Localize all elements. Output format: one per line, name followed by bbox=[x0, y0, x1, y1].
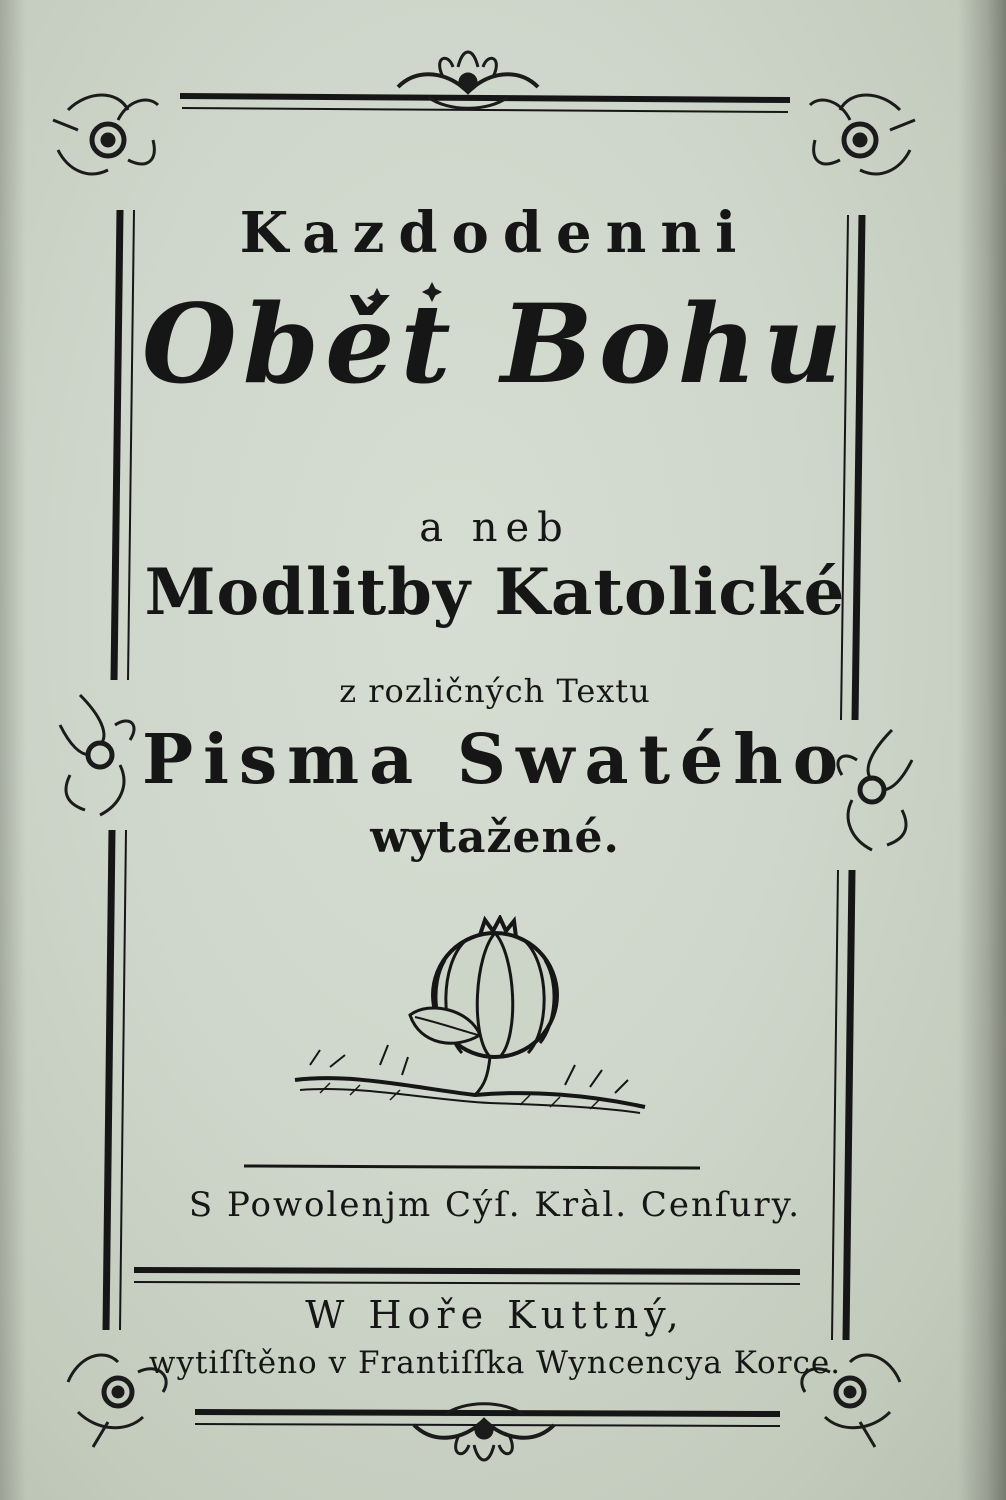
title-subtitle: Modlitby Katolické bbox=[144, 555, 846, 630]
title-scripture: Pisma Swatého bbox=[141, 720, 849, 800]
imprint-printer: wytiſſtěno v Frantiſſka Wyncencya Korce. bbox=[148, 1345, 842, 1381]
title-line-7: wytažené. bbox=[370, 812, 620, 863]
title-line-3: a neb bbox=[419, 505, 571, 551]
title-line-5: z rozličných Textu bbox=[339, 672, 651, 710]
title-line-1: Kazdodenni bbox=[239, 200, 751, 266]
title-main: Obět Bohu bbox=[141, 280, 849, 408]
censorship-note: S Powolenjm Cýſ. Kràl. Cenſury. bbox=[188, 1185, 802, 1225]
pomegranate-woodcut-icon bbox=[290, 915, 650, 1125]
imprint-place: W Hoře Kuttný, bbox=[305, 1293, 685, 1337]
